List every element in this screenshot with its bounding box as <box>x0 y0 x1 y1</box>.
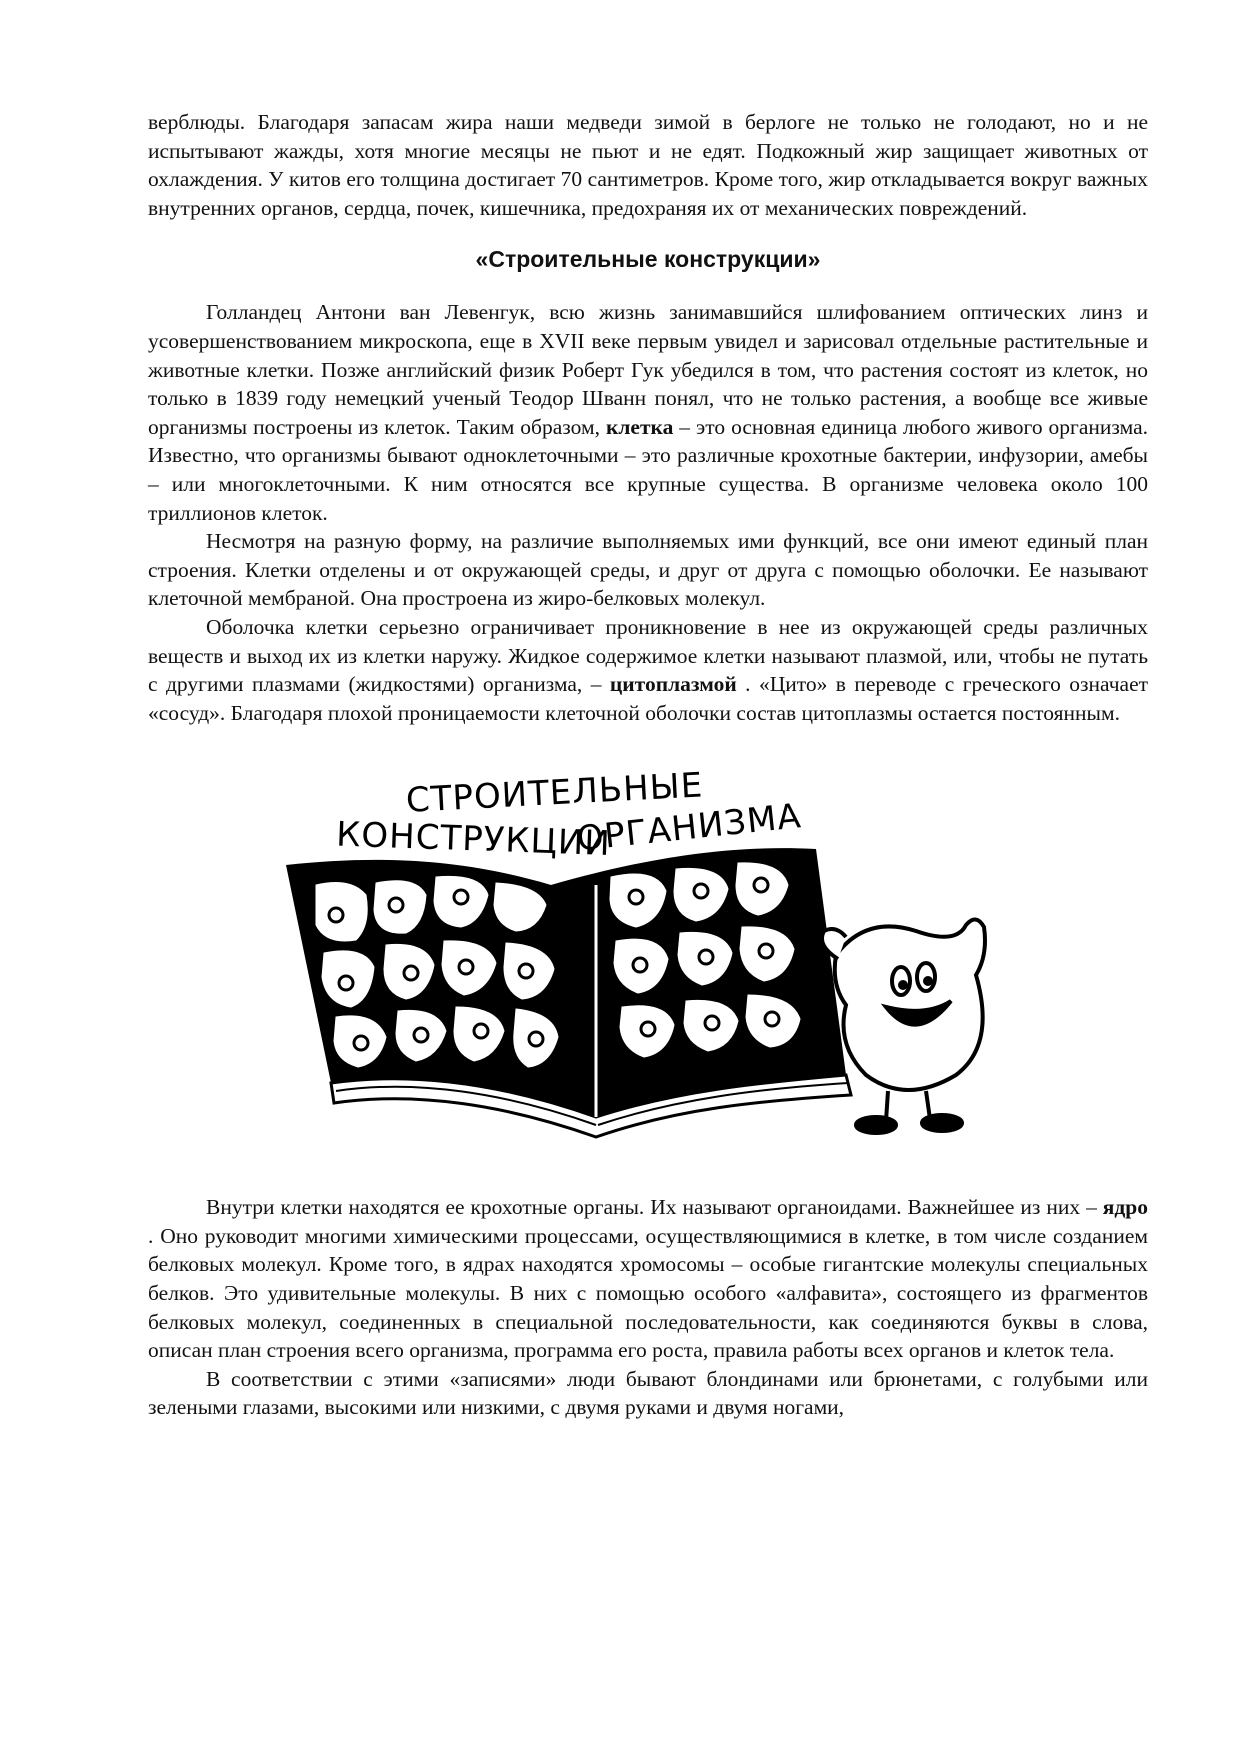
paragraph-5: В соответствии с этими «записями» люди бывают блондинами или брюнетами, с голубыми или зелеными глазами, высокими или низкими, с двумя руками и двумя ногами, <box>148 1366 1148 1420</box>
paragraph-3 <box>148 613 1148 727</box>
paragraph-4 <box>148 1193 1148 1365</box>
paragraph-1-text-a: Голландец Антони ван Левенгук, всю жизнь занимавшийся шлифованием оптических линз и усовершенствованием микроскопа, еще в XVII веке первым увидел и зарисовал отдельные растительные и животные клетки. Позже английский физик Роберт Гук убедился в том, что растения состоят из клеток, но только в 1839 году немецкий ученый Теодор Шванн понял, что не только растения, а вообще все живые организмы построены из клеток. Таким образом, <box>148 300 1148 439</box>
paragraph-3-text-b: . «Цито» в переводе с греческого означает «сосуд». Благодаря плохой проницаемости клеточной оболочки состав цитоплазмы остается постоянным. <box>148 672 1149 725</box>
paragraph-3-text-a: Оболочка клетки серьезно ограничивает проникновение в нее из окружающей среды различных веществ и выход их из клетки наружу. Жидкое содержимое клетки называют плазмой, или, чтобы не путать с другими плазмами (жидкостями) организма, – <box>148 614 1148 697</box>
term-cytoplasm: цитоплазмой <box>609 672 737 697</box>
paragraph-2: Несмотря на разную форму, на различие выполняемых ими функций, все они имеют единый план строения. Клетки отделены и от окружающей среды, и друг от друга с помощью оболочки. Ее называют клеточной мембраной. Она простроена из жиро-белковых молекул. <box>148 529 1148 611</box>
paragraph-4-text-a: Внутри клетки находятся ее крохотные органы. Их называют органоидами. Важнейшее из них – <box>206 1195 1097 1220</box>
section-title: «Строительные конструкции» <box>475 246 821 273</box>
illustration-caption-line-1: СТРОИТЕЛЬНЫЕ <box>405 765 705 822</box>
term-cell: клетка <box>605 414 674 439</box>
illustration-caption-line-2b: ОРГАНИЗМА <box>574 796 804 860</box>
term-nucleus: ядро <box>1102 1195 1148 1220</box>
cell-character <box>822 920 985 1134</box>
cells-book-illustration <box>276 745 1066 1177</box>
paragraph-1-text-b: – это основная единица любого живого организма. Известно, что организмы бывают одноклеточными – это различные крохотные бактерии, инфузории, амебы – или многоклеточными. К ним относятся все крупные существа. В организме человека около 100 триллионов клеток. <box>148 414 1148 525</box>
intro-paragraph: верблюды. Благодаря запасам жира наши медведи зимой в берлоге не только не голодают, но и не испытывают жажды, хотя многие месяцы не пьют и не едят. Подкожный жир защищает животных от охлаждения. У китов его толщина достигает 70 сантиметров. Кроме того, жир откладывается вокруг важных внутренних органов, сердца, почек, кишечника, предохраняя их от механических повреждений. <box>148 110 1148 220</box>
paragraph-1 <box>148 298 1148 527</box>
illustration-caption-line-2a: КОНСТРУКЦИИ <box>335 814 612 865</box>
document-page <box>148 108 1148 1422</box>
paragraph-4-text-b: . Оно руководит многими химическими процессами, осуществляющимися в клетке, в том числе созданием белковых молекул. Кроме того, в ядрах находятся хромосомы – особые гигантские молекулы специальных белков. Это удивительные молекулы. В них с помощью особого «алфавита», состоящего из фрагментов белковых молекул, соединенных в специальной последовательности, как соединяются буквы в слова, описан план строения всего организма, программа его роста, правила работы всех органов и клеток тела. <box>148 1223 1148 1363</box>
